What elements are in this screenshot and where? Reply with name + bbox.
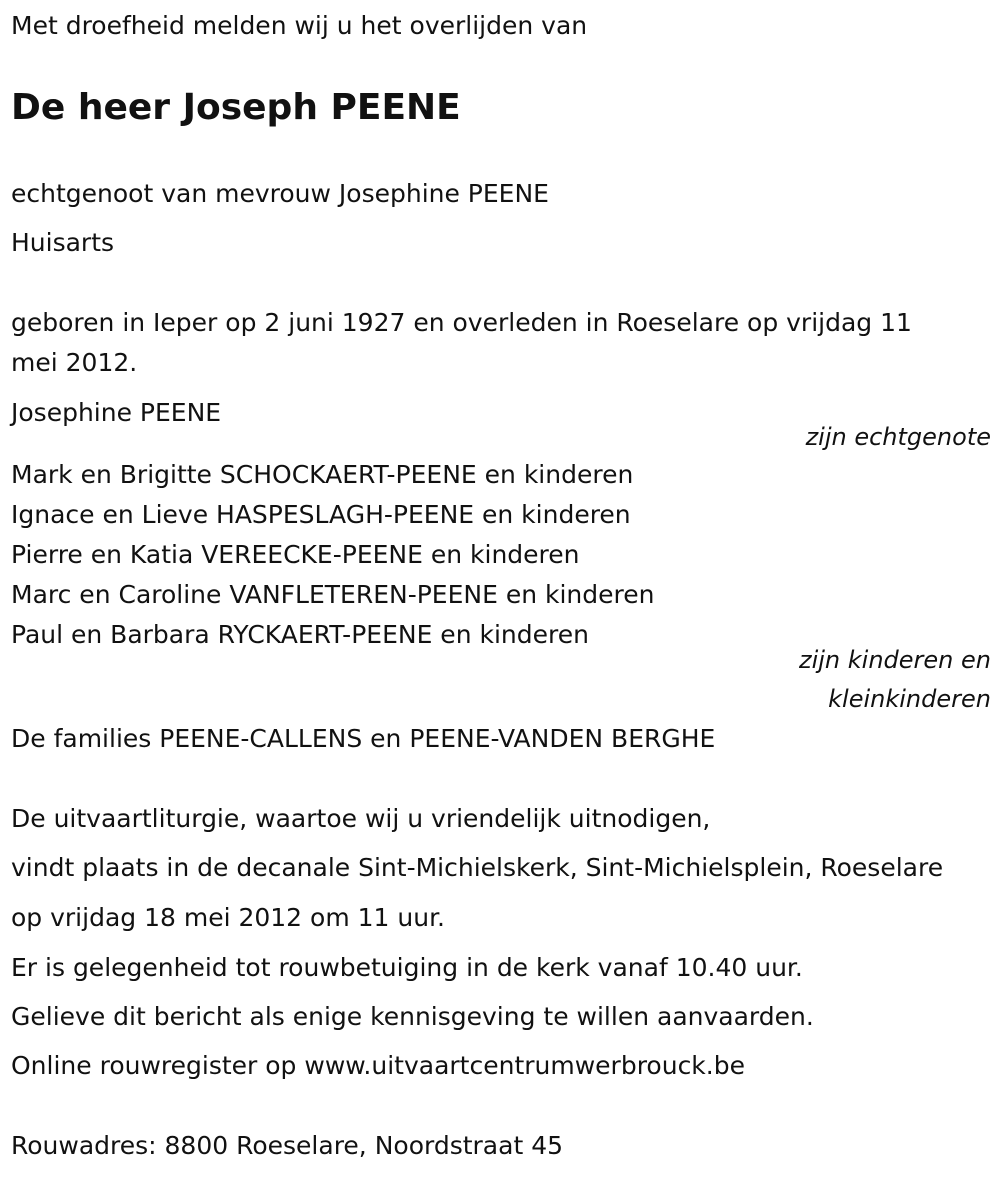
spouse-of: echtgenoot van mevrouw Josephine PEENE [11, 179, 549, 208]
children-label-2: kleinkinderen [828, 685, 991, 713]
wife: Josephine PEENE [11, 398, 222, 427]
funeral-line: Er is gelegenheid tot rouwbetuiging in de kerk vanaf 10.40 uur. [11, 953, 803, 982]
profession: Huisarts [11, 228, 115, 257]
child: Ignace en Lieve HASPESLAGH-PEENE en kinderen [11, 500, 631, 529]
funeral-line: vindt plaats in de decanale Sint-Michielskerk, Sint-Michielsplein, Roeselare [11, 853, 944, 882]
children-label: zijn kinderen en [799, 646, 991, 674]
families: De families PEENE-CALLENS en PEENE-VANDEN BERGHE [11, 724, 716, 753]
funeral-line: De uitvaartliturgie, waartoe wij u vriendelijk uitnodigen, [11, 804, 711, 833]
child: Marc en Caroline VANFLETEREN-PEENE en kinderen [11, 580, 655, 609]
address: Rouwadres: 8800 Roeselare, Noordstraat 45 [11, 1131, 564, 1160]
intro: Met droefheid melden wij u het overlijden van [11, 11, 588, 40]
child: Mark en Brigitte SCHOCKAERT-PEENE en kinderen [11, 460, 634, 489]
birth-line-1: geboren in Ieper op 2 juni 1927 en overleden in Roeselare op vrijdag 11 [11, 308, 912, 337]
funeral-line: op vrijdag 18 mei 2012 om 11 uur. [11, 903, 446, 932]
funeral-line: Gelieve dit bericht als enige kennisgeving te willen aanvaarden. [11, 1002, 814, 1031]
child: Pierre en Katia VEREECKE-PEENE en kinderen [11, 540, 580, 569]
online-register: Online rouwregister op www.uitvaartcentrumwerbrouck.be [11, 1051, 745, 1080]
deceased-name: De heer Joseph PEENE [11, 87, 461, 128]
wife-label: zijn echtgenote [805, 423, 991, 451]
child: Paul en Barbara RYCKAERT-PEENE en kinderen [11, 620, 589, 649]
birth-line-2: mei 2012. [11, 348, 138, 377]
